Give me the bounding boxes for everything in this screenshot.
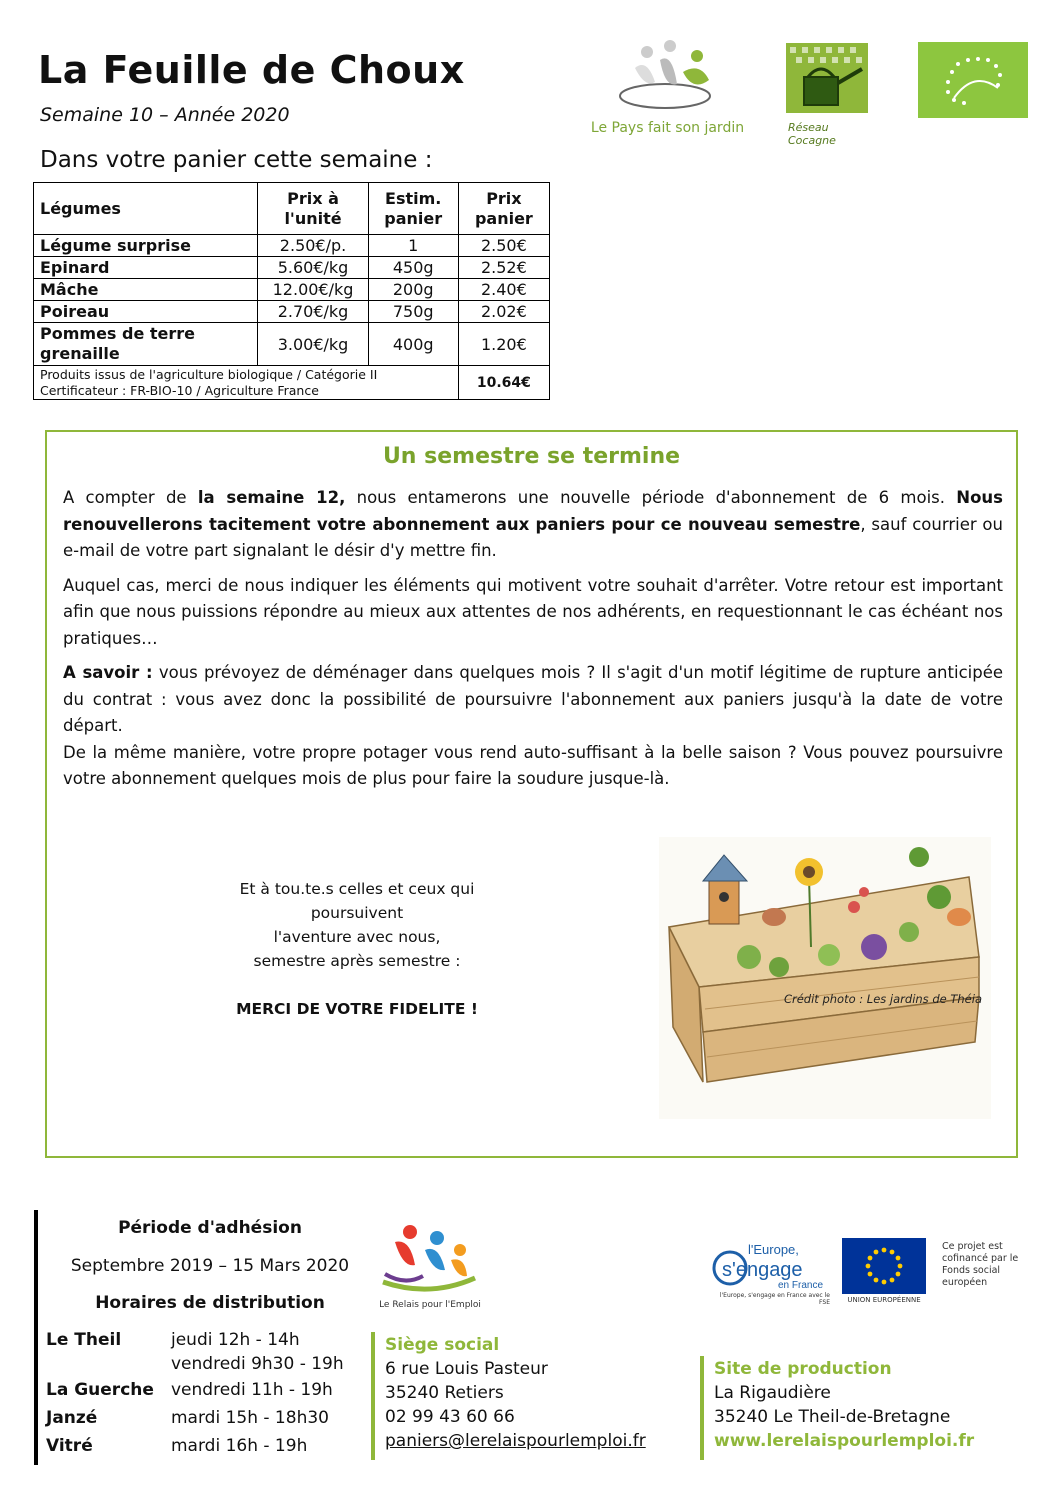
reseau-cocagne-logo <box>786 43 876 147</box>
row-unit-price: 2.50€/p. <box>258 235 368 257</box>
col-header-basket-price: Prix panier <box>458 183 549 235</box>
pays-logo-text: Le Pays fait son jardin <box>590 120 745 136</box>
thanks-line-2: l'aventure avec nous, <box>273 928 441 946</box>
head-office-divider <box>371 1332 375 1460</box>
p3-bold-a-savoir: A savoir : <box>63 663 153 682</box>
paragraph-4: De la même manière, votre propre potager vous rend auto-suffisant à la belle saison ? Vous pouvez poursuivre votre abonnement quelques mois de plus pour faire la soudure jusque-là. <box>63 742 1003 788</box>
basket-total: 10.64€ <box>458 366 549 400</box>
col-header-estimate: Estim. panier <box>368 183 458 235</box>
photo-credit: Crédit photo : Les jardins de Théia <box>783 992 982 1006</box>
row-unit-price: 2.70€/kg <box>258 301 368 323</box>
row-unit-price: 3.00€/kg <box>258 323 368 366</box>
schedule-hours: jeudi 12h - 14h <box>171 1330 300 1350</box>
row-unit-price: 5.60€/kg <box>258 257 368 279</box>
row-unit-price: 12.00€/kg <box>258 279 368 301</box>
schedule-row <box>46 1352 371 1376</box>
row-price: 1.20€ <box>458 323 549 366</box>
article-body <box>63 485 1003 801</box>
row-price: 2.52€ <box>458 257 549 279</box>
row-name: Légume surprise <box>34 235 258 257</box>
col-header-vegetables: Légumes <box>34 183 258 235</box>
schedule-hours: mardi 15h - 18h30 <box>171 1408 329 1428</box>
article-title: Un semestre se termine <box>382 444 681 469</box>
row-name: Epinard <box>34 257 258 279</box>
relais-pour-emploi-logo <box>375 1220 485 1320</box>
production-site-city: 35240 Le Theil-de-Bretagne <box>714 1407 951 1427</box>
eu-flag <box>842 1238 926 1294</box>
head-office-phone: 02 99 43 60 66 <box>385 1407 515 1427</box>
schedule-hours: vendredi 11h - 19h <box>171 1380 333 1400</box>
certification-note <box>34 366 459 400</box>
eu-funding-logos <box>708 1238 1028 1308</box>
basket-heading: Dans votre panier cette semaine : <box>40 147 433 173</box>
head-office-title: Siège social <box>385 1335 500 1355</box>
svg-text:l'Europe,: l'Europe, <box>748 1242 799 1257</box>
thanks-line-3: semestre après semestre : <box>253 952 461 970</box>
row-price: 2.02€ <box>458 301 549 323</box>
relais-figures-icon <box>375 1220 485 1300</box>
membership-period-dates: Septembre 2019 – 15 Mars 2020 <box>70 1256 350 1276</box>
p1-text-e: , sauf courrier ou e-mail de votre part signalant le désir d'y mettre fin. <box>63 514 1003 560</box>
eu-cofinance-text: Ce projet est cofinancé par le Fonds social européen <box>942 1241 1019 1288</box>
schedule-city: Janzé <box>46 1408 98 1428</box>
table-footer-row <box>34 366 550 400</box>
distribution-schedule <box>46 1328 371 1458</box>
table-header-row <box>34 183 550 235</box>
paragraph-1 <box>63 485 1003 565</box>
distribution-hours-title: Horaires de distribution <box>95 1293 325 1313</box>
p1-bold-week: la semaine 12, <box>197 488 346 507</box>
thanks-line-1: Et à tou.te.s celles et ceux qui poursuivent <box>239 880 475 922</box>
schedule-city <box>46 1352 171 1376</box>
certification-line-2: Certificateur : FR-BIO-10 / Agriculture France <box>40 382 319 398</box>
table-row <box>34 301 550 323</box>
schedule-city: Le Theil <box>46 1330 122 1350</box>
row-estimate: 750g <box>368 301 458 323</box>
row-price: 2.50€ <box>458 235 549 257</box>
pays-logo-graphic <box>585 38 750 118</box>
thanks-block <box>197 877 517 1021</box>
eu-union-label: UNION EUROPÉENNE <box>847 1296 921 1304</box>
table-row <box>34 235 550 257</box>
website-link[interactable]: www.lerelaispourlemploi.fr <box>714 1431 975 1451</box>
schedule-row <box>46 1328 371 1352</box>
head-office-block <box>385 1333 646 1453</box>
production-site-block <box>714 1357 974 1453</box>
schedule-hours: mardi 16h - 19h <box>171 1436 308 1456</box>
article-frame <box>45 430 1018 1158</box>
reseau-logo-text: Réseau Cocagne <box>788 121 836 147</box>
row-name: Pommes de terre grenaille <box>34 323 258 366</box>
thanks-headline: MERCI DE VOTRE FIDELITE ! <box>236 1000 478 1018</box>
p1-bold-renewal: Nous renouvellerons tacitement votre abonnement aux paniers pour ce nouveau semestre <box>63 488 1003 534</box>
col-header-unit-price: Prix à l'unité <box>258 183 368 235</box>
garden-crate-illustration <box>659 837 991 1119</box>
row-estimate: 1 <box>368 235 458 257</box>
head-office-city: 35240 Retiers <box>385 1383 504 1403</box>
watering-can-icon <box>786 43 868 113</box>
eu-organic-logo <box>918 42 1028 118</box>
row-estimate: 200g <box>368 279 458 301</box>
page-title: La Feuille de Choux <box>38 48 465 92</box>
row-estimate: 400g <box>368 323 458 366</box>
schedule-city: La Guerche <box>46 1380 154 1400</box>
head-office-street: 6 rue Louis Pasteur <box>385 1359 548 1379</box>
row-price: 2.40€ <box>458 279 549 301</box>
membership-period-title: Période d'adhésion <box>118 1218 302 1238</box>
eurofeuille-icon <box>918 42 1028 118</box>
table-row <box>34 257 550 279</box>
europe-sengage-logo <box>708 1238 830 1306</box>
schedule-row <box>46 1378 371 1402</box>
row-name: Poireau <box>34 301 258 323</box>
row-estimate: 450g <box>368 257 458 279</box>
europe-sengage-text: l'Europe, s'engage en France avec le FSE <box>719 1292 830 1306</box>
paragraph-2: Auquel cas, merci de nous indiquer les éléments qui motivent votre souhait d'arrêter. Votre retour est important afin que nous puissions répondre au mieux aux attentes de nos adhérents, en requestionnant le cas échéant nos pratiques… <box>63 575 1003 648</box>
production-site-place: La Rigaudière <box>714 1383 831 1403</box>
table-row <box>34 279 550 301</box>
table-row <box>34 323 550 366</box>
schedule-city: Vitré <box>46 1436 93 1456</box>
basket-table <box>33 182 550 400</box>
relais-logo-text: Le Relais pour l'Emploi <box>379 1300 481 1310</box>
p1-text-c: nous entamerons une nouvelle période d'abonnement de 6 mois. <box>345 488 957 507</box>
production-site-divider <box>700 1356 704 1460</box>
certification-line-1: Produits issus de l'agriculture biologique / Catégorie II <box>40 367 378 382</box>
p3-text: vous prévoyez de déménager dans quelques mois ? Il s'agit d'un motif légitime de rupture anticipée du contrat : vous avez donc la possibilité de poursuivre l'abonnement aux paniers jusqu'à la date de votre départ. <box>63 663 1003 735</box>
schedule-hours: vendredi 9h30 - 19h <box>171 1354 344 1374</box>
pays-fait-son-jardin-logo <box>585 38 750 138</box>
issue-subtitle: Semaine 10 – Année 2020 <box>40 104 290 126</box>
europe-sengage-icon <box>708 1238 830 1290</box>
p1-text-a: A compter de <box>63 488 198 507</box>
footer-left-divider <box>34 1210 38 1465</box>
row-name: Mâche <box>34 279 258 301</box>
schedule-row <box>46 1434 371 1458</box>
eu-stars-icon <box>842 1238 926 1294</box>
production-site-title: Site de production <box>714 1359 892 1379</box>
schedule-row <box>46 1406 371 1430</box>
paragraph-3 <box>63 660 1003 740</box>
head-office-email-link[interactable]: paniers@lerelaispourlemploi.fr <box>385 1431 646 1451</box>
svg-text:s'engage: s'engage <box>722 1259 803 1281</box>
svg-text:en France: en France <box>778 1280 824 1290</box>
